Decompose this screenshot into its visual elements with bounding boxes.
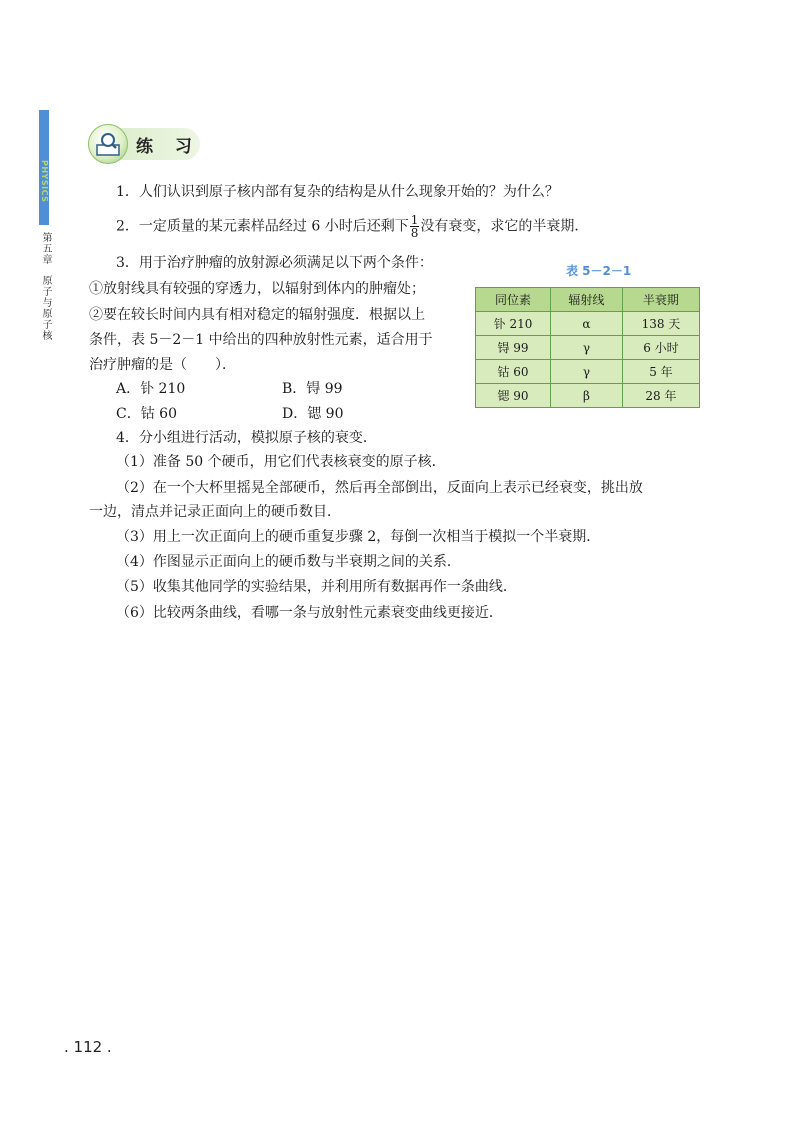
question-4-step-2a: （2）在一个大杯里摇晃全部硬币，然后再全部倒出，反面向上表示已经衰变，挑出放 — [116, 480, 643, 496]
option-b: B．锝 99 — [282, 381, 343, 397]
question-3-line-1: 3．用于治疗肿瘤的放射源必须满足以下两个条件： — [116, 255, 433, 271]
half-life-cell: 6 小时 — [622, 336, 699, 360]
isotope-cell: 锝 99 — [476, 336, 551, 360]
table-header-cell: 同位素 — [476, 288, 551, 312]
question-4-step-1: （1）准备 50 个硬币，用它们代表核衰变的原子核． — [116, 454, 446, 470]
option-d: D．锶 90 — [282, 406, 344, 422]
question-4-step-6: （6）比较两条曲线，看哪一条与放射性元素衰变曲线更接近． — [116, 605, 503, 621]
chapter-title: 原子与原子核 — [40, 275, 51, 341]
question-3-line-5: 治疗肿瘤的是（ ）． — [89, 357, 236, 373]
isotope-cell: 钋 210 — [476, 312, 551, 336]
question-4-step-4: （4）作图显示正面向上的硬币数与半衰期之间的关系． — [116, 554, 461, 570]
half-life-cell: 138 天 — [622, 312, 699, 336]
table-row — [476, 384, 700, 408]
table-header-cell: 半衰期 — [622, 288, 699, 312]
option-a: A．钋 210 — [116, 381, 186, 397]
chapter-number: 第五章 — [40, 232, 51, 265]
isotope-table — [475, 287, 700, 408]
question-4-line-1: 4．分小组进行活动，模拟原子核的衰变． — [116, 430, 377, 446]
option-c: C．钴 60 — [116, 406, 177, 422]
table-row — [476, 360, 700, 384]
question-3-line-4: 条件，表 5－2－1 中给出的四种放射性元素，适合用于 — [89, 332, 433, 348]
page-number: . 112 . — [64, 1038, 112, 1056]
half-life-cell: 28 年 — [622, 384, 699, 408]
fraction-numerator: 1 — [410, 213, 419, 227]
isotope-cell: 锶 90 — [476, 384, 551, 408]
radiation-cell: α — [551, 312, 623, 336]
magnifier-book-icon — [88, 124, 128, 164]
radiation-cell: γ — [551, 336, 623, 360]
radiation-cell: β — [551, 384, 623, 408]
table-row — [476, 336, 700, 360]
question-2-text-before: 2．一定质量的某元素样品经过 6 小时后还剩下 — [116, 218, 409, 235]
subject-label: PHYSICS — [40, 160, 49, 203]
half-life-cell: 5 年 — [622, 360, 699, 384]
question-4-step-2b: 一边，清点并记录正面向上的硬币数目． — [89, 504, 341, 520]
table-row — [476, 312, 700, 336]
radiation-cell: γ — [551, 360, 623, 384]
fraction-denominator: 8 — [410, 226, 419, 240]
fraction-one-eighth — [410, 214, 420, 239]
table-caption: 表 5－2－1 — [566, 264, 632, 278]
question-1: 1．人们认识到原子核内部有复杂的结构是从什么现象开始的？为什么？ — [116, 184, 559, 200]
question-2-text-after: 没有衰变，求它的半衰期． — [420, 218, 589, 235]
question-3-line-2: ①放射线具有较强的穿透力，以辐射到体内的肿瘤处； — [89, 281, 425, 297]
question-2 — [116, 214, 588, 239]
table-header-row — [476, 288, 700, 312]
isotope-cell: 钴 60 — [476, 360, 551, 384]
table-header-cell: 辐射线 — [551, 288, 623, 312]
question-3-line-3: ②要在较长时间内具有相对稳定的辐射强度．根据以上 — [89, 307, 425, 323]
question-4-step-5: （5）收集其他同学的实验结果，并利用所有数据再作一条曲线． — [116, 579, 517, 595]
question-4-step-3: （3）用上一次正面向上的硬币重复步骤 2，每倒一次相当于模拟一个半衰期． — [116, 529, 601, 545]
section-title: 练 习 — [136, 137, 200, 157]
